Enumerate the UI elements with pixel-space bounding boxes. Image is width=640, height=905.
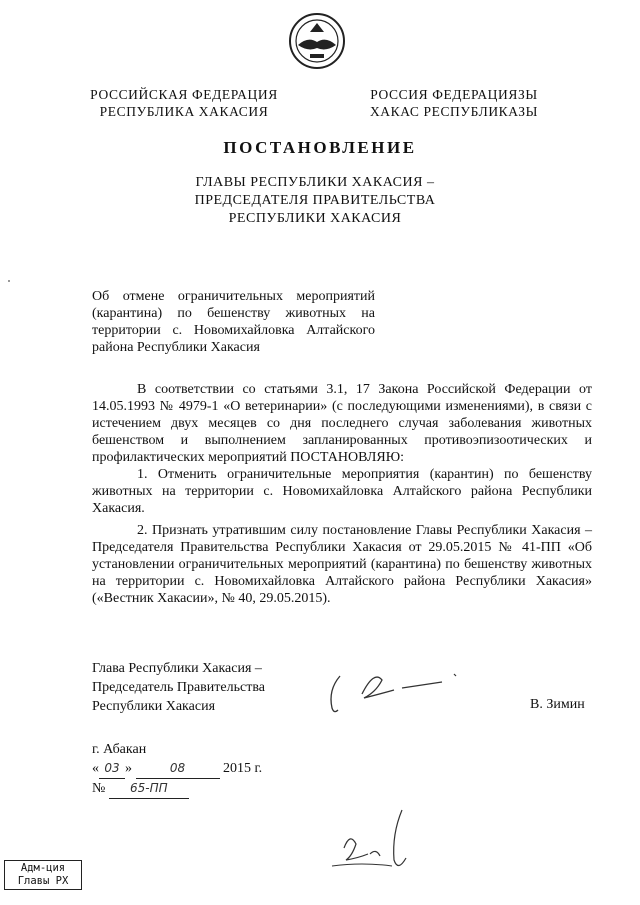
date-month: 08 bbox=[136, 759, 220, 779]
header-left-line: РЕСПУБЛИКА ХАКАСИЯ bbox=[99, 104, 269, 119]
body-paragraph: 1. Отменить ограничительные мероприятия (карантин) по бешенству животных на территории с. Новомихайловка Алтайского района Республики Хакасия. bbox=[92, 467, 592, 516]
coat-of-arms-emblem bbox=[288, 12, 346, 70]
signatory-role bbox=[92, 659, 292, 716]
registration-stamp bbox=[4, 860, 82, 890]
subject-line: Об отмене ограничительных мероприятий bbox=[92, 289, 375, 304]
body-paragraph: В соответствии со статьями 3.1, 17 Закона Российской Федерации от 14.05.1993 № 4979-1 «О ветеринарии» (с последующими изменениями), в связи с истечением двух месяцев со дня последнего случая заболевания животных бешенством и выполнением запланированных противоэпизоотических и профилактических мероприятий ПОСТАНОВЛЯЮ: bbox=[92, 382, 592, 465]
subject-line: (карантина) по бешенству животных на bbox=[92, 306, 375, 321]
subtitle-line: РЕСПУБЛИКИ ХАКАСИЯ bbox=[228, 211, 402, 226]
number-line bbox=[92, 779, 262, 799]
city: г. Абакан bbox=[92, 742, 147, 757]
date-year: 2015 г. bbox=[223, 761, 263, 776]
stamp-line: Адм-ция bbox=[20, 862, 66, 874]
decree-subject bbox=[92, 288, 375, 356]
header-left-line: РОССИЙСКАЯ ФЕДЕРАЦИЯ bbox=[90, 87, 278, 102]
role-line: Глава Республики Хакасия – bbox=[92, 661, 262, 676]
decree-number: 65-ПП bbox=[109, 779, 189, 799]
subject-line: территории с. Новомихайловка Алтайского bbox=[92, 323, 375, 338]
date-day: 03 bbox=[99, 759, 125, 779]
subtitle-line: ГЛАВЫ РЕСПУБЛИКИ ХАКАСИЯ – bbox=[195, 175, 435, 190]
stamp-line: Главы РХ bbox=[17, 875, 69, 887]
header-right-line: ХАКАС РЕСПУБЛИКАЗЫ bbox=[369, 104, 539, 119]
date-line: « 03 » 08 2015 г. bbox=[92, 759, 262, 779]
place-and-date bbox=[92, 740, 262, 799]
header-right bbox=[362, 86, 546, 120]
number-prefix: № bbox=[92, 781, 106, 796]
subject-line: района Республики Хакасия bbox=[92, 340, 260, 355]
signatory-name: В. Зимин bbox=[530, 697, 585, 712]
scan-speck bbox=[8, 280, 10, 282]
body-paragraph: 2. Признать утратившим силу постановление Главы Республики Хакасия – Председателя Правительства Республики Хакасия от 29.05.2015 № 41-ПП «Об установлении ограничительных мероприятий (карантина) по бешенству животных на территории с. Новомихайловка Алтайского района Республики Хакасия» («Вестник Хакасии», № 40, 29.05.2015). bbox=[92, 523, 592, 606]
document-subtitle bbox=[160, 174, 470, 228]
handwritten-initials bbox=[312, 800, 432, 880]
subtitle-line: ПРЕДСЕДАТЕЛЯ ПРАВИТЕЛЬСТВА bbox=[194, 193, 436, 208]
header-left bbox=[84, 86, 284, 120]
document-title: ПОСТАНОВЛЕНИЕ bbox=[223, 138, 417, 157]
role-line: Республики Хакасия bbox=[92, 699, 216, 714]
handwritten-signature bbox=[322, 664, 472, 716]
role-line: Председатель Правительства bbox=[92, 680, 265, 695]
header-right-line: РОССИЯ ФЕДЕРАЦИЯЗЫ bbox=[370, 87, 538, 102]
decree-body bbox=[92, 381, 592, 607]
